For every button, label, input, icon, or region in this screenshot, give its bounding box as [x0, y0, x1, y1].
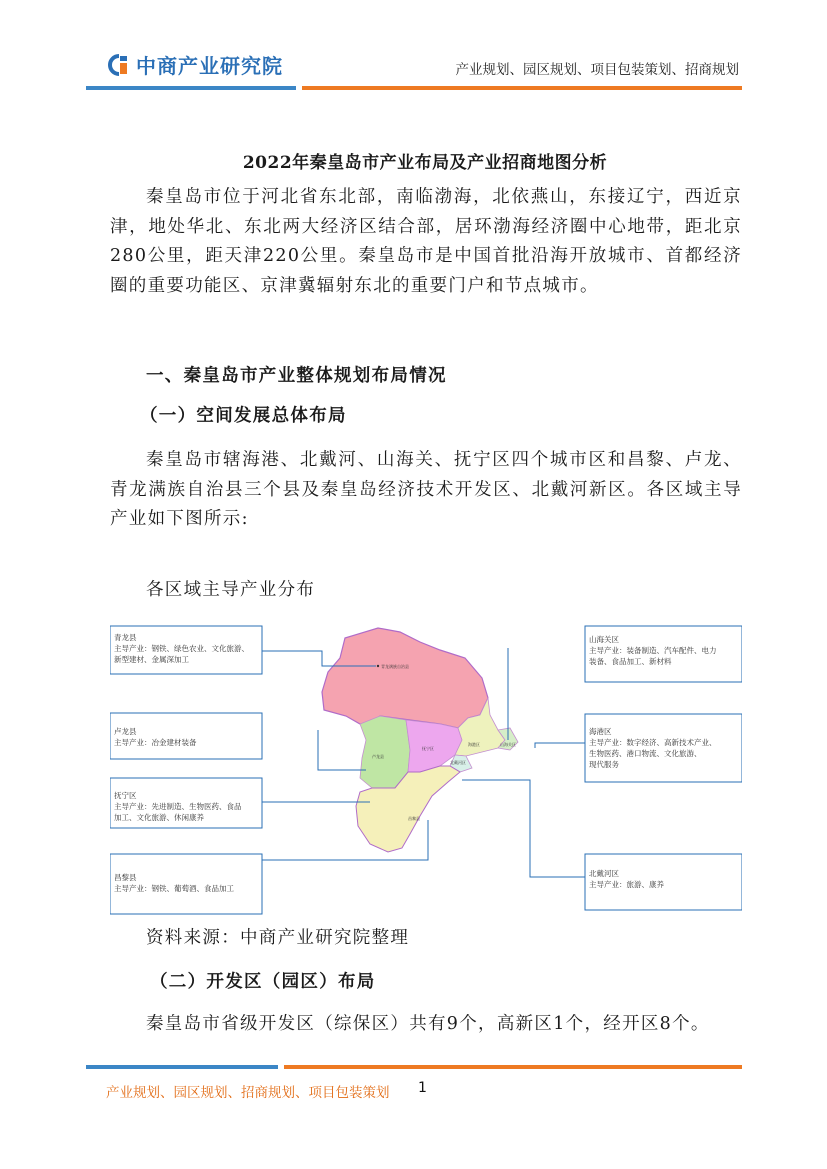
box-qinglong-line1: 主导产业：钢铁、绿色农业、文化旅游、 — [114, 644, 249, 653]
box-lulong-name: 卢龙县 — [114, 727, 137, 736]
box-beidaihe-line1: 主导产业：旅游、康养 — [589, 880, 664, 889]
footer-divider-blue — [86, 1065, 278, 1069]
box-beidaihe-name: 北戴河区 — [589, 869, 619, 878]
subsection-heading-spatial: （一）空间发展总体布局 — [140, 406, 347, 426]
header-divider-orange — [302, 86, 742, 90]
region-label-funing: 抚宁区 — [422, 746, 434, 751]
box-lulong-line1: 主导产业：冶金建材装备 — [114, 738, 197, 747]
region-qinglong — [322, 628, 488, 728]
region-lulong — [360, 716, 410, 788]
intro-paragraph: 秦皇岛市位于河北省东北部，南临渤海，北依燕山，东接辽宁，西近京津，地处华北、东北两大经济区结合部，居环渤海经济圈中心地带，距北京280公里，距天津220公里。秦皇岛市是中国首批沿海开放城市、首都经济圈的重要功能区、京津冀辐射东北的重要门户和节点城市。 — [110, 187, 742, 296]
header-divider-blue — [86, 86, 296, 90]
logo-mark-icon — [108, 54, 130, 76]
region-label-shanhaiguan: 山海关区 — [500, 742, 516, 747]
region-label-haigang: 海港区 — [468, 742, 480, 747]
region-label-qinglong: 青龙满族自治县 — [381, 664, 409, 669]
brand-logo — [108, 50, 283, 79]
brand-name: 中商产业研究院 — [136, 54, 283, 78]
spatial-paragraph: 秦皇岛市辖海港、北戴河、山海关、抚宁区四个城市区和昌黎、卢龙、青龙满族自治县三个县及秦皇岛经济技术开发区、北戴河新区。各区域主导产业如下图所示: — [110, 450, 742, 529]
section-heading-1: 一、秦皇岛市产业整体规划布局情况 — [146, 366, 447, 386]
subsection-heading-parks: （二）开发区（园区）布局 — [150, 972, 376, 992]
box-funing-name: 抚宁区 — [114, 791, 137, 800]
box-shanhaiguan-line2: 装备、食品加工、新材料 — [589, 657, 672, 666]
footer-divider-orange — [284, 1065, 742, 1069]
document-title: 2022年秦皇岛市产业布局及产业招商地图分析 — [242, 153, 608, 173]
page-number: 1 — [418, 1080, 427, 1096]
map-regions — [322, 628, 518, 852]
box-changli-name: 昌黎县 — [114, 873, 137, 882]
box-changli-line1: 主导产业：钢铁、葡萄酒、食品加工 — [114, 884, 234, 893]
parks-paragraph: 秦皇岛市省级开发区（综保区）共有9个，高新区1个，经开区8个。 — [146, 1014, 710, 1034]
box-haigang-name: 海港区 — [589, 727, 612, 736]
box-qinglong-line2: 新型建材、金属深加工 — [114, 655, 189, 664]
industry-map — [110, 620, 742, 916]
box-funing-line1: 主导产业：先进制造、生物医药、食品 — [114, 802, 242, 811]
box-haigang-line2: 生物医药、港口物流、文化旅游、 — [589, 749, 702, 758]
map-caption: 各区域主导产业分布 — [146, 580, 316, 600]
source-note: 资料来源：中商产业研究院整理 — [146, 928, 410, 948]
box-haigang-line3: 现代服务 — [589, 760, 619, 769]
region-label-lulong: 卢龙县 — [372, 754, 384, 759]
box-funing-line2: 加工、文化旅游、休闲康养 — [114, 813, 204, 822]
box-shanhaiguan-line1: 主导产业：装备制造、汽车配件、电力 — [589, 646, 717, 655]
box-qinglong-name: 青龙县 — [114, 633, 137, 642]
footer-tagline: 产业规划、园区规划、招商规划、项目包装策划 — [106, 1085, 390, 1101]
region-label-changli: 昌黎县 — [408, 816, 420, 821]
region-label-beidaihe: 北戴河区 — [450, 760, 466, 765]
box-haigang-line1: 主导产业：数字经济、高新技术产业、 — [589, 738, 717, 747]
header-tagline: 产业规划、园区规划、项目包装策划、招商规划 — [455, 62, 739, 78]
box-shanhaiguan-name: 山海关区 — [589, 635, 619, 644]
